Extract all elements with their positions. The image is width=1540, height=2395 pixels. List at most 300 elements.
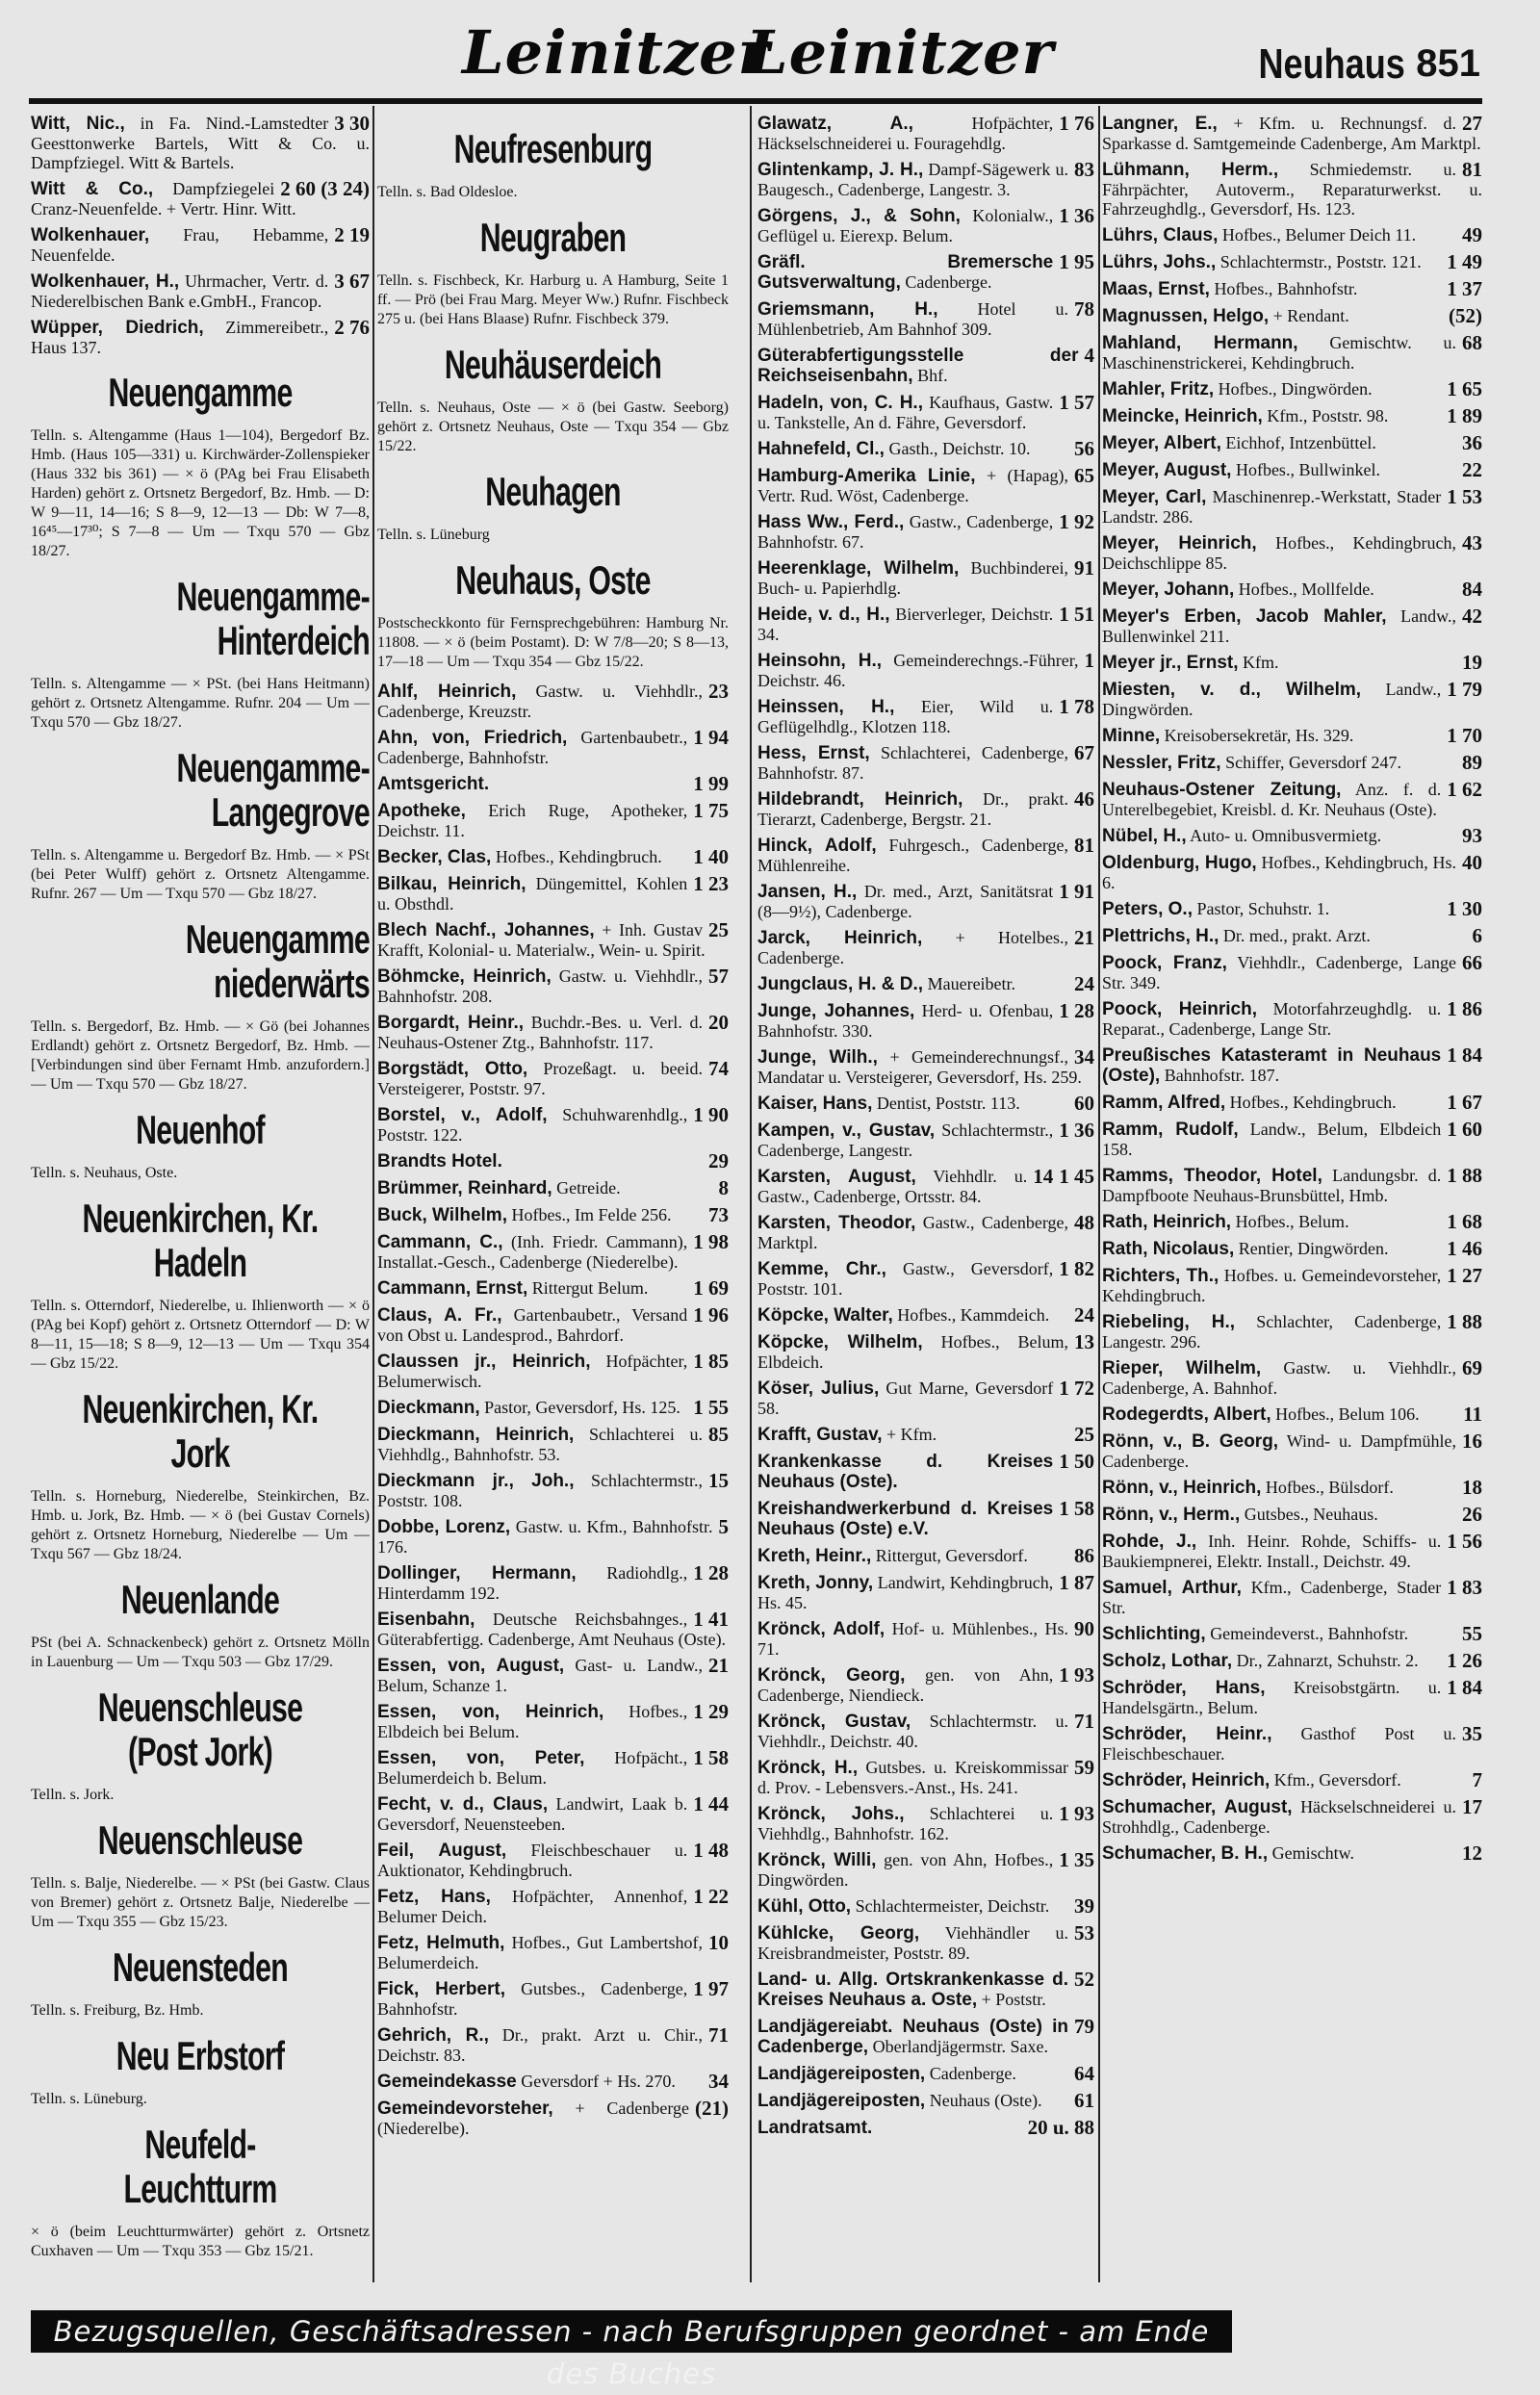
town-block xyxy=(31,917,370,1094)
phone-number: 1 89 xyxy=(1447,404,1482,427)
phone-number: 43 xyxy=(1462,531,1482,554)
phone-number: 1 29 xyxy=(693,1700,729,1723)
entry-name: Schumacher, B. H., xyxy=(1102,1843,1269,1864)
phone-number: 40 xyxy=(1462,851,1482,874)
town-heading: Neuengamme niederwärts xyxy=(185,916,370,1006)
entry-text: Schlachtermstr., Cadenberge, Langestr. xyxy=(757,1120,1054,1160)
town-heading: Neuhaus, Oste xyxy=(455,557,651,603)
entry-text: Schlachtermstr. u. Viehhdlr., Deichstr. 40. xyxy=(757,1712,1068,1751)
entry-name: Kampen, v., Gustav, xyxy=(757,1120,936,1141)
directory-entry xyxy=(1102,1404,1482,1425)
entry-text: Schuhwarenhdlg., Poststr. 122. xyxy=(377,1105,688,1145)
entry-text: Hofbes., Elbdeich bei Belum. xyxy=(377,1702,688,1741)
entry-name: Essen, von, Peter, xyxy=(377,1748,585,1768)
directory-entry xyxy=(377,1059,729,1098)
entry-text: Auto- u. Omnibusvermietg. xyxy=(1190,826,1382,845)
directory-entry xyxy=(1102,333,1482,373)
phone-number: 1 67 xyxy=(1447,1091,1482,1114)
phone-number: 21 xyxy=(708,1654,729,1677)
directory-entry xyxy=(757,1850,1094,1890)
entry-text: Hofbes., Im Felde 256. xyxy=(511,1205,672,1224)
directory-entry xyxy=(31,179,370,219)
phone-number: 24 xyxy=(1074,972,1094,995)
directory-entry xyxy=(757,697,1094,736)
entry-name: Hamburg-Amerika Linie, xyxy=(757,466,976,486)
entry-name: Dobbe, Lorenz, xyxy=(377,1517,511,1537)
directory-entry xyxy=(757,605,1094,644)
entry-text: Fuhrgesch., Cadenberge, Mühlenreihe. xyxy=(757,836,1068,875)
entry-text: + Hotelbes., Cadenberge. xyxy=(757,928,1068,967)
phone-number: 22 xyxy=(1462,458,1482,481)
phone-number: 1 36 xyxy=(1059,204,1094,227)
phone-number: 1 98 xyxy=(693,1230,729,1253)
entry-name: Karsten, Theodor, xyxy=(757,1213,916,1233)
phone-number: 35 xyxy=(1462,1722,1482,1745)
phone-number: 55 xyxy=(1462,1622,1482,1645)
entry-name: Eisenbahn, xyxy=(377,1610,475,1630)
town-heading: Neuenkirchen, Kr. Jork xyxy=(82,1386,319,1476)
entry-text: Dampf-Sägewerk u. Baugesch., Cadenberge, Langestr. 3. xyxy=(757,160,1068,199)
entry-name: Magnussen, Helgo, xyxy=(1102,306,1270,326)
entry-text: + Gemeinderechnungsf., Mandatar u. Versteigerer, Geversdorf, Hs. 259. xyxy=(757,1047,1082,1087)
phone-number: 7 xyxy=(1472,1768,1482,1791)
entry-text: Cadenberge. xyxy=(929,2064,1016,2083)
town-heading: Neuhagen xyxy=(485,469,621,514)
phone-number: 71 xyxy=(1074,1710,1094,1733)
phone-number: 60 xyxy=(1074,1092,1094,1115)
entry-name: Ramm, Rudolf, xyxy=(1102,1120,1239,1140)
phone-number: 1 28 xyxy=(1059,999,1094,1022)
phone-number: 1 84 xyxy=(1447,1043,1482,1067)
phone-number: 74 xyxy=(708,1057,729,1080)
town-info: Telln. s. Otterndorf, Niederelbe, u. Ihlienworth — × ö (PAg bei Kopf) gehört z. Ortsnetz Otterndorf — D: W 8—11, 15—18; S 8—9, 12—13 — Um — Txqu 354 — Gbz 15/22. xyxy=(31,1298,370,1372)
entry-name: Riebeling, H., xyxy=(1102,1312,1236,1332)
town-info: Telln. s. Freiburg, Bz. Hmb. xyxy=(31,2002,204,2019)
directory-entry xyxy=(1102,999,1482,1039)
town-block xyxy=(31,2123,370,2261)
entry-text: Hofbes., Gut Lambertshof, Belumerdeich. xyxy=(377,1933,703,1972)
entry-name: Hess, Ernst, xyxy=(757,743,870,763)
entry-name: Poock, Franz, xyxy=(1102,953,1227,973)
phone-number: 36 xyxy=(1462,431,1482,454)
phone-number: 21 xyxy=(1074,926,1094,949)
town-info: Telln. s. Jork. xyxy=(31,1787,115,1803)
entry-name: Bilkau, Heinrich, xyxy=(377,874,526,894)
phone-number: 15 xyxy=(708,1469,729,1492)
town-block xyxy=(31,1387,370,1564)
phone-number: 1 50 xyxy=(1059,1450,1094,1473)
entry-text: Gut Marne, Geversdorf 58. xyxy=(757,1378,1054,1418)
entry-text: Kaufhaus, Gastw. u. Tankstelle, An d. Fähre, Geversdorf. xyxy=(757,393,1054,432)
directory-entry xyxy=(377,1517,729,1557)
town-heading: Neu Erbstorf xyxy=(116,2033,285,2078)
town-block xyxy=(31,1686,370,1805)
entry-name: Essen, von, August, xyxy=(377,1656,565,1676)
phone-number: 1 88 xyxy=(1447,1310,1482,1333)
town-block xyxy=(31,371,370,561)
entry-name: Neuhaus-Ostener Zeitung, xyxy=(1102,780,1342,800)
entry-name: Peters, O., xyxy=(1102,899,1193,919)
column-divider xyxy=(750,106,752,2282)
entry-text: Schlachtermstr., Poststr. 108. xyxy=(377,1471,704,1510)
directory-entry xyxy=(757,1923,1094,1963)
directory-entry xyxy=(757,1712,1094,1751)
entry-name: Claus, A. Fr., xyxy=(377,1305,502,1326)
entry-text: + (Hapag), Vertr. Rud. Wöst, Cadenberge. xyxy=(757,466,1068,505)
directory-entry xyxy=(757,1758,1094,1797)
directory-entry xyxy=(377,1656,729,1695)
entry-name: Ahn, von, Friedrich, xyxy=(377,728,568,748)
entry-name: Becker, Clas, xyxy=(377,847,492,867)
entry-text: Gutsbes. u. Kreiskommissar d. Prov. - Lebensvers.-Anst., Hs. 241. xyxy=(757,1758,1069,1797)
phone-number: 26 xyxy=(1462,1503,1482,1526)
phone-number: 19 xyxy=(1462,651,1482,674)
phone-number: 1 23 xyxy=(693,872,729,895)
entry-name: Krönck, H., xyxy=(757,1758,859,1778)
entry-name: Güterabfertigungsstelle der Reichseisenbahn, xyxy=(757,346,1079,386)
phone-number: 73 xyxy=(708,1203,729,1226)
entry-text: Hof- u. Mühlenbes., Hs. 71. xyxy=(757,1619,1068,1659)
phone-number: 46 xyxy=(1074,787,1094,811)
town-info: Telln. s. Altengamme u. Bergedorf Bz. Hmb. — × PSt (bei Peter Wulff) gehört z. Ortsnetz Altengamme. Rufnr. 267 — Um — Txqu 570 — Gbz 18/27. xyxy=(31,847,370,902)
entry-text: Landw., Belum, Elbdeich 158. xyxy=(1102,1120,1442,1159)
entry-text: Hofpächter, Annenhof, Belumer Deich. xyxy=(377,1887,688,1926)
entry-text: Dr. med., Arzt, Sanitätsrat (8—9½), Cadenberge. xyxy=(757,882,1054,921)
entry-name: Dieckmann, Heinrich, xyxy=(377,1425,575,1445)
phone-number: 1 76 xyxy=(1059,114,1094,135)
entry-name: Krönck, Georg, xyxy=(757,1665,906,1686)
directory-entry xyxy=(1102,653,1482,673)
phone-number: 84 xyxy=(1462,578,1482,601)
directory-entry xyxy=(757,1499,1094,1539)
phone-number: 1 87 xyxy=(1059,1571,1094,1594)
phone-number: 4 xyxy=(1084,344,1094,367)
directory-entry xyxy=(1102,1358,1482,1398)
entry-text: Kfm., Geversdorf. xyxy=(1273,1770,1401,1790)
directory-entry xyxy=(1102,114,1482,153)
entry-text: Inh. Heinr. Rohde, Schiffs- u. Baukiempnerei, Elektr. Install., Deichstr. 49. xyxy=(1102,1532,1442,1571)
entry-text: Neuhaus (Oste). xyxy=(929,2091,1042,2110)
entry-text: Kfm. xyxy=(1243,653,1279,672)
entry-name: Minne, xyxy=(1102,726,1161,746)
phone-number: 34 xyxy=(1074,1045,1094,1069)
directory-entry xyxy=(1102,406,1482,426)
phone-number: 78 xyxy=(1074,297,1094,321)
phone-number: 48 xyxy=(1074,1211,1094,1234)
phone-number: 2 19 xyxy=(334,223,370,246)
entry-name: Kühlcke, Georg, xyxy=(757,1923,920,1944)
entry-name: Fetz, Hans, xyxy=(377,1887,491,1907)
directory-entry xyxy=(757,974,1094,994)
column-divider xyxy=(372,106,374,2282)
phone-number: 49 xyxy=(1462,223,1482,246)
town-block xyxy=(31,1818,370,1932)
directory-entry xyxy=(377,2072,729,2092)
entry-text: Bhf. xyxy=(917,366,948,385)
entry-name: Buck, Wilhelm, xyxy=(377,1205,507,1225)
entry-name: Wolkenhauer, H., xyxy=(31,271,180,292)
entry-text: Hofbes., Kehdingbruch. xyxy=(495,847,662,866)
entry-text: Schiffer, Geversdorf 247. xyxy=(1225,753,1401,772)
entry-name: Borstel, v., Adolf, xyxy=(377,1105,548,1125)
directory-entry xyxy=(1102,1651,1482,1671)
entry-name: Junge, Johannes, xyxy=(757,1001,915,1021)
entry-text: Schlachtermeister, Deichstr. xyxy=(855,1896,1050,1916)
phone-number: 17 xyxy=(1462,1795,1482,1818)
phone-number: 1 92 xyxy=(1059,510,1094,533)
entry-text: Schlachterei, Cadenberge, Bahnhofstr. 87. xyxy=(757,743,1068,783)
entry-text: Hofbes., Kehdingbruch. xyxy=(1229,1093,1397,1112)
entry-name: Kemme, Chr., xyxy=(757,1259,886,1279)
page-header xyxy=(0,0,1540,106)
entry-text: Gemeindeverst., Bahnhofstr. xyxy=(1210,1624,1409,1643)
directory-entry xyxy=(757,1094,1094,1114)
directory-entry xyxy=(1102,460,1482,480)
entry-text: Prozeßagt. u. beeid. Versteigerer, Poststr. 97. xyxy=(377,1059,703,1098)
entry-text: Schlachterei u. Viehhdlg., Bahnhofstr. 53. xyxy=(377,1425,703,1464)
directory-entry xyxy=(1102,1843,1482,1864)
phone-number: 3 30 xyxy=(334,114,370,135)
entry-name: Heinssen, H., xyxy=(757,697,895,717)
entry-name: Scholz, Lothar, xyxy=(1102,1651,1233,1671)
entry-text: + Kfm. xyxy=(886,1425,937,1444)
entry-name: Landjägereiposten, xyxy=(757,2064,926,2084)
entry-name: Heinsohn, H., xyxy=(757,651,883,671)
phone-number: 18 xyxy=(1462,1476,1482,1499)
entry-name: Wolkenhauer, xyxy=(31,225,150,245)
phone-number: 1 62 xyxy=(1447,778,1482,801)
town-block xyxy=(377,343,729,456)
entry-text: Hofbes., Dingwörden. xyxy=(1218,379,1373,399)
phone-number: 2 60 (3 24) xyxy=(280,177,370,200)
phone-number: 53 xyxy=(1074,1921,1094,1944)
phone-number: 1 45 xyxy=(1059,1165,1094,1188)
entry-text: Herd- u. Ofenbau, Bahnhofstr. 330. xyxy=(757,1001,1054,1041)
phone-number: 8 xyxy=(718,1176,729,1199)
entry-text: Hofbes., Bahnhofstr. xyxy=(1214,279,1358,298)
directory-entry xyxy=(1102,1266,1482,1305)
town-block xyxy=(31,2034,370,2109)
phone-number: 59 xyxy=(1074,1756,1094,1779)
entry-text: Fleischbeschauer u. Auktionator, Kehdingbruch. xyxy=(377,1841,688,1880)
entry-name: Görgens, J., & Sohn, xyxy=(757,206,961,226)
entry-name: Fecht, v. d., Claus, xyxy=(377,1794,549,1815)
entry-name: Krönck, Gustav, xyxy=(757,1712,911,1732)
phone-number: 12 xyxy=(1462,1841,1482,1865)
directory-entry xyxy=(377,874,729,914)
directory-entry xyxy=(1102,1770,1482,1790)
entry-text: Hofbes., Mollfelde. xyxy=(1238,579,1374,599)
entry-name: Kreth, Heinr., xyxy=(757,1546,872,1566)
directory-entry xyxy=(377,1151,729,1172)
phone-number: 1 36 xyxy=(1059,1119,1094,1142)
town-info: Telln. s. Lüneburg xyxy=(377,527,490,543)
entry-name: Krönck, Adolf, xyxy=(757,1619,886,1639)
entry-name: Meyer, Albert, xyxy=(1102,433,1221,453)
directory-entry xyxy=(377,966,729,1006)
entry-text: Hotel u. Mühlenbetrieb, Am Bahnhof 309. xyxy=(757,299,1068,339)
entry-text: in Fa. Nind.-Lamstedter Geesttonwerke Bartels, Witt & Co. u. Dampfziegel. Witt & Bartels. xyxy=(31,114,370,172)
phone-number: 1 48 xyxy=(693,1839,729,1862)
phone-number: 13 xyxy=(1074,1330,1094,1353)
town-info: Telln. s. Balje, Niederelbe. — × PSt (bei Gastw. Claus von Bremer) gehört z. Ortsnetz Balje, Niederelbe — Um — Txqu 355 — Gbz 15/23. xyxy=(31,1875,370,1930)
phone-number: 1 75 xyxy=(693,799,729,822)
entry-name: Hahnefeld, Cl., xyxy=(757,439,885,459)
entry-name: Dieckmann jr., Joh., xyxy=(377,1471,575,1491)
entry-name: Meyer's Erben, Jacob Mahler, xyxy=(1102,606,1387,627)
directory-entry xyxy=(757,558,1094,598)
phone-number: 5 xyxy=(718,1515,729,1538)
phone-number: 11 xyxy=(1463,1403,1482,1426)
phone-number: 1 93 xyxy=(1059,1663,1094,1687)
entry-name: Rönn, v., Heinrich, xyxy=(1102,1478,1262,1498)
phone-number: 1 58 xyxy=(1059,1497,1094,1520)
town-heading: Neufresenburg xyxy=(453,126,653,171)
phone-number: 1 85 xyxy=(693,1350,729,1373)
entry-text: Gasth., Deichstr. 10. xyxy=(888,439,1031,458)
entry-name: Schlichting, xyxy=(1102,1624,1206,1644)
directory-entry xyxy=(1102,1478,1482,1498)
town-block xyxy=(377,470,729,545)
directory-entry xyxy=(377,1178,729,1198)
directory-entry xyxy=(757,466,1094,505)
directory-entry xyxy=(377,1610,729,1649)
entry-text: Rittergut, Geversdorf. xyxy=(875,1546,1028,1565)
phone-number: 64 xyxy=(1074,2062,1094,2085)
phone-number: 1 94 xyxy=(693,726,729,749)
phone-number: 1 90 xyxy=(693,1103,729,1126)
directory-entry xyxy=(1102,160,1482,219)
town-info: PSt (bei A. Schnackenbeck) gehört z. Ortsnetz Mölln in Lauenburg — Um — Txqu 503 — Gbz 17/29. xyxy=(31,1635,370,1670)
entry-text: Gutsbes., Cadenberge, Bahnhofstr. xyxy=(377,1979,688,2019)
phone-number: 1 60 xyxy=(1447,1118,1482,1141)
entry-text: Hofpächt., Belumerdeich b. Belum. xyxy=(377,1748,688,1788)
directory-entry xyxy=(377,1748,729,1788)
entry-name: Fick, Herbert, xyxy=(377,1979,505,1999)
directory-entry xyxy=(377,1305,729,1345)
entry-name: Gemeindekasse xyxy=(377,2072,517,2092)
directory-entry xyxy=(377,1841,729,1880)
entry-name: Preußisches Katasteramt in Neuhaus (Oste), xyxy=(1102,1045,1442,1086)
directory-entry xyxy=(757,836,1094,875)
phone-number: 65 xyxy=(1074,464,1094,487)
entry-text: (Inh. Friedr. Cammann), Installat.-Gesch., Cadenberge (Niederelbe). xyxy=(377,1232,688,1272)
entry-name: Cammann, C., xyxy=(377,1232,503,1252)
entry-name: Maas, Ernst, xyxy=(1102,279,1210,299)
entry-text: Maschinenrep.-Werkstatt, Stader Landstr. 286. xyxy=(1102,487,1442,527)
entry-text: Hofbes., Kehdingbruch, Hs. 6. xyxy=(1102,853,1456,892)
entry-name: Krafft, Gustav, xyxy=(757,1425,883,1445)
entry-text: gen. von Ahn, Hofbes., Dingwörden. xyxy=(757,1850,1054,1890)
entry-name: Rath, Nicolaus, xyxy=(1102,1239,1235,1259)
phone-number: 68 xyxy=(1462,331,1482,354)
entry-name: Fetz, Helmuth, xyxy=(377,1933,505,1953)
directory-entry xyxy=(1102,533,1482,573)
entry-text: Eichhof, Intzenbüttel. xyxy=(1225,433,1376,452)
entry-name: Lührs, Claus, xyxy=(1102,225,1219,245)
directory-entry xyxy=(1102,433,1482,453)
directory-entry xyxy=(757,1452,1094,1492)
phone-number: (21) xyxy=(695,2097,729,2120)
entry-text: Gutsbes., Neuhaus. xyxy=(1244,1505,1378,1524)
directory-entry xyxy=(1102,1797,1482,1837)
directory-entry xyxy=(1102,1239,1482,1259)
phone-number: 3 67 xyxy=(334,270,370,293)
town-heading: Neuenhof xyxy=(136,1107,265,1152)
phone-number: 1 93 xyxy=(1059,1802,1094,1825)
directory-entry xyxy=(757,206,1094,245)
entry-text: Dentist, Poststr. 113. xyxy=(876,1094,1020,1113)
entry-name: Witt, Nic., xyxy=(31,114,125,134)
phone-number: 1 56 xyxy=(1447,1530,1482,1553)
directory-entry xyxy=(377,847,729,867)
column-2 xyxy=(377,114,729,2145)
phone-number: 81 xyxy=(1462,158,1482,181)
directory-entry xyxy=(1102,926,1482,946)
phone-number: 1 86 xyxy=(1447,997,1482,1020)
directory-entry xyxy=(377,1105,729,1145)
entry-text: Kreisobstgärtn. u. Handelsgärtn., Belum. xyxy=(1102,1678,1442,1717)
directory-entry xyxy=(757,928,1094,967)
directory-entry xyxy=(1102,753,1482,773)
directory-entry xyxy=(757,1619,1094,1659)
phone-number: 20 u. 88 xyxy=(1027,2116,1094,2139)
phone-number: 56 xyxy=(1074,437,1094,460)
entry-name: Rieper, Wilhelm, xyxy=(1102,1358,1262,1378)
directory-entry xyxy=(1102,606,1482,646)
entry-text: Schlachterei u. Viehhdlg., Bahnhofstr. 162. xyxy=(757,1804,1054,1843)
entry-text: Gastw., Cadenberge, Marktpl. xyxy=(757,1213,1069,1252)
phone-number: 23 xyxy=(708,680,729,703)
directory-entry xyxy=(1102,899,1482,919)
town-heading: Neuenschleuse xyxy=(97,1817,303,1863)
town-block xyxy=(31,1197,370,1374)
directory-entry xyxy=(377,728,729,767)
entry-name: Landjägereiabt. Neuhaus (Oste) in Cadenberge, xyxy=(757,2017,1068,2057)
entry-text: Gastw. u. Viehhdlr., Cadenberge, Kreuzstr. xyxy=(377,682,703,721)
entry-name: Claussen jr., Heinrich, xyxy=(377,1352,591,1372)
entry-text: Landwirt, Kehdingbruch, Hs. 45. xyxy=(757,1573,1054,1612)
town-info: Telln. s. Bergedorf, Bz. Hmb. — × Gö (bei Johannes Erdlandt) gehört z. Ortsnetz Bergedorf, Bz. Hmb. — [Verbindungen sind über Fernamt Hmb. anzufordern.] — Um — Txqu 570 — Gbz 18/27. xyxy=(31,1018,370,1093)
directory-entry xyxy=(757,1259,1094,1299)
directory-entry xyxy=(1102,579,1482,600)
entry-text: Hofpächter, Belumerwisch. xyxy=(377,1352,688,1391)
town-info: Telln. s. Horneburg, Niederelbe, Steinkirchen, Bz. Hmb. u. Jork, Bz. Hmb. — × ö (bei Gustav Cornels) gehört z. Ortsnetz Horneburg, Niederelbe — Um — Txqu 567 — Gbz 18/24. xyxy=(31,1488,370,1562)
entry-text: Deutsche Reichsbahnges., Güterabfertigg. Cadenberge, Amt Neuhaus (Oste). xyxy=(377,1610,727,1649)
entry-name: Dieckmann, xyxy=(377,1398,480,1418)
entry-name: Jansen, H., xyxy=(757,882,858,902)
directory-entry xyxy=(1102,379,1482,399)
entry-text: Gast- u. Landw., Belum, Schanze 1. xyxy=(377,1656,703,1695)
phone-number: 85 xyxy=(708,1423,729,1446)
entry-name: Kaiser, Hans, xyxy=(757,1094,873,1114)
entry-name: Langner, E., xyxy=(1102,114,1218,134)
entry-text: + Cadenberge (Niederelbe). xyxy=(377,2099,689,2138)
entry-text: Dampfziegelei Cranz-Neuenfelde. + Vertr. Hinr. Witt. xyxy=(31,179,296,219)
directory-entry xyxy=(1102,726,1482,746)
entry-text: Gastw. u. Viehhdlr., Bahnhofstr. 208. xyxy=(377,966,703,1006)
entry-text: + Inh. Gustav Krafft, Kolonial- u. Materialw., Wein- u. Spirit. xyxy=(377,920,706,960)
entry-text: Frau, Hebamme, Neuenfelde. xyxy=(31,225,329,265)
directory-entry xyxy=(1102,1045,1482,1086)
entry-name: Köser, Julius, xyxy=(757,1378,880,1399)
entry-name: Jungclaus, H. & D., xyxy=(757,974,924,994)
entry-name: Mahland, Hermann, xyxy=(1102,333,1298,353)
directory-entry xyxy=(757,299,1094,339)
phone-number: 81 xyxy=(1074,834,1094,857)
entry-text: Wind- u. Dampfmühle, Cadenberge. xyxy=(1102,1431,1456,1471)
entry-name: Feil, August, xyxy=(377,1841,507,1861)
